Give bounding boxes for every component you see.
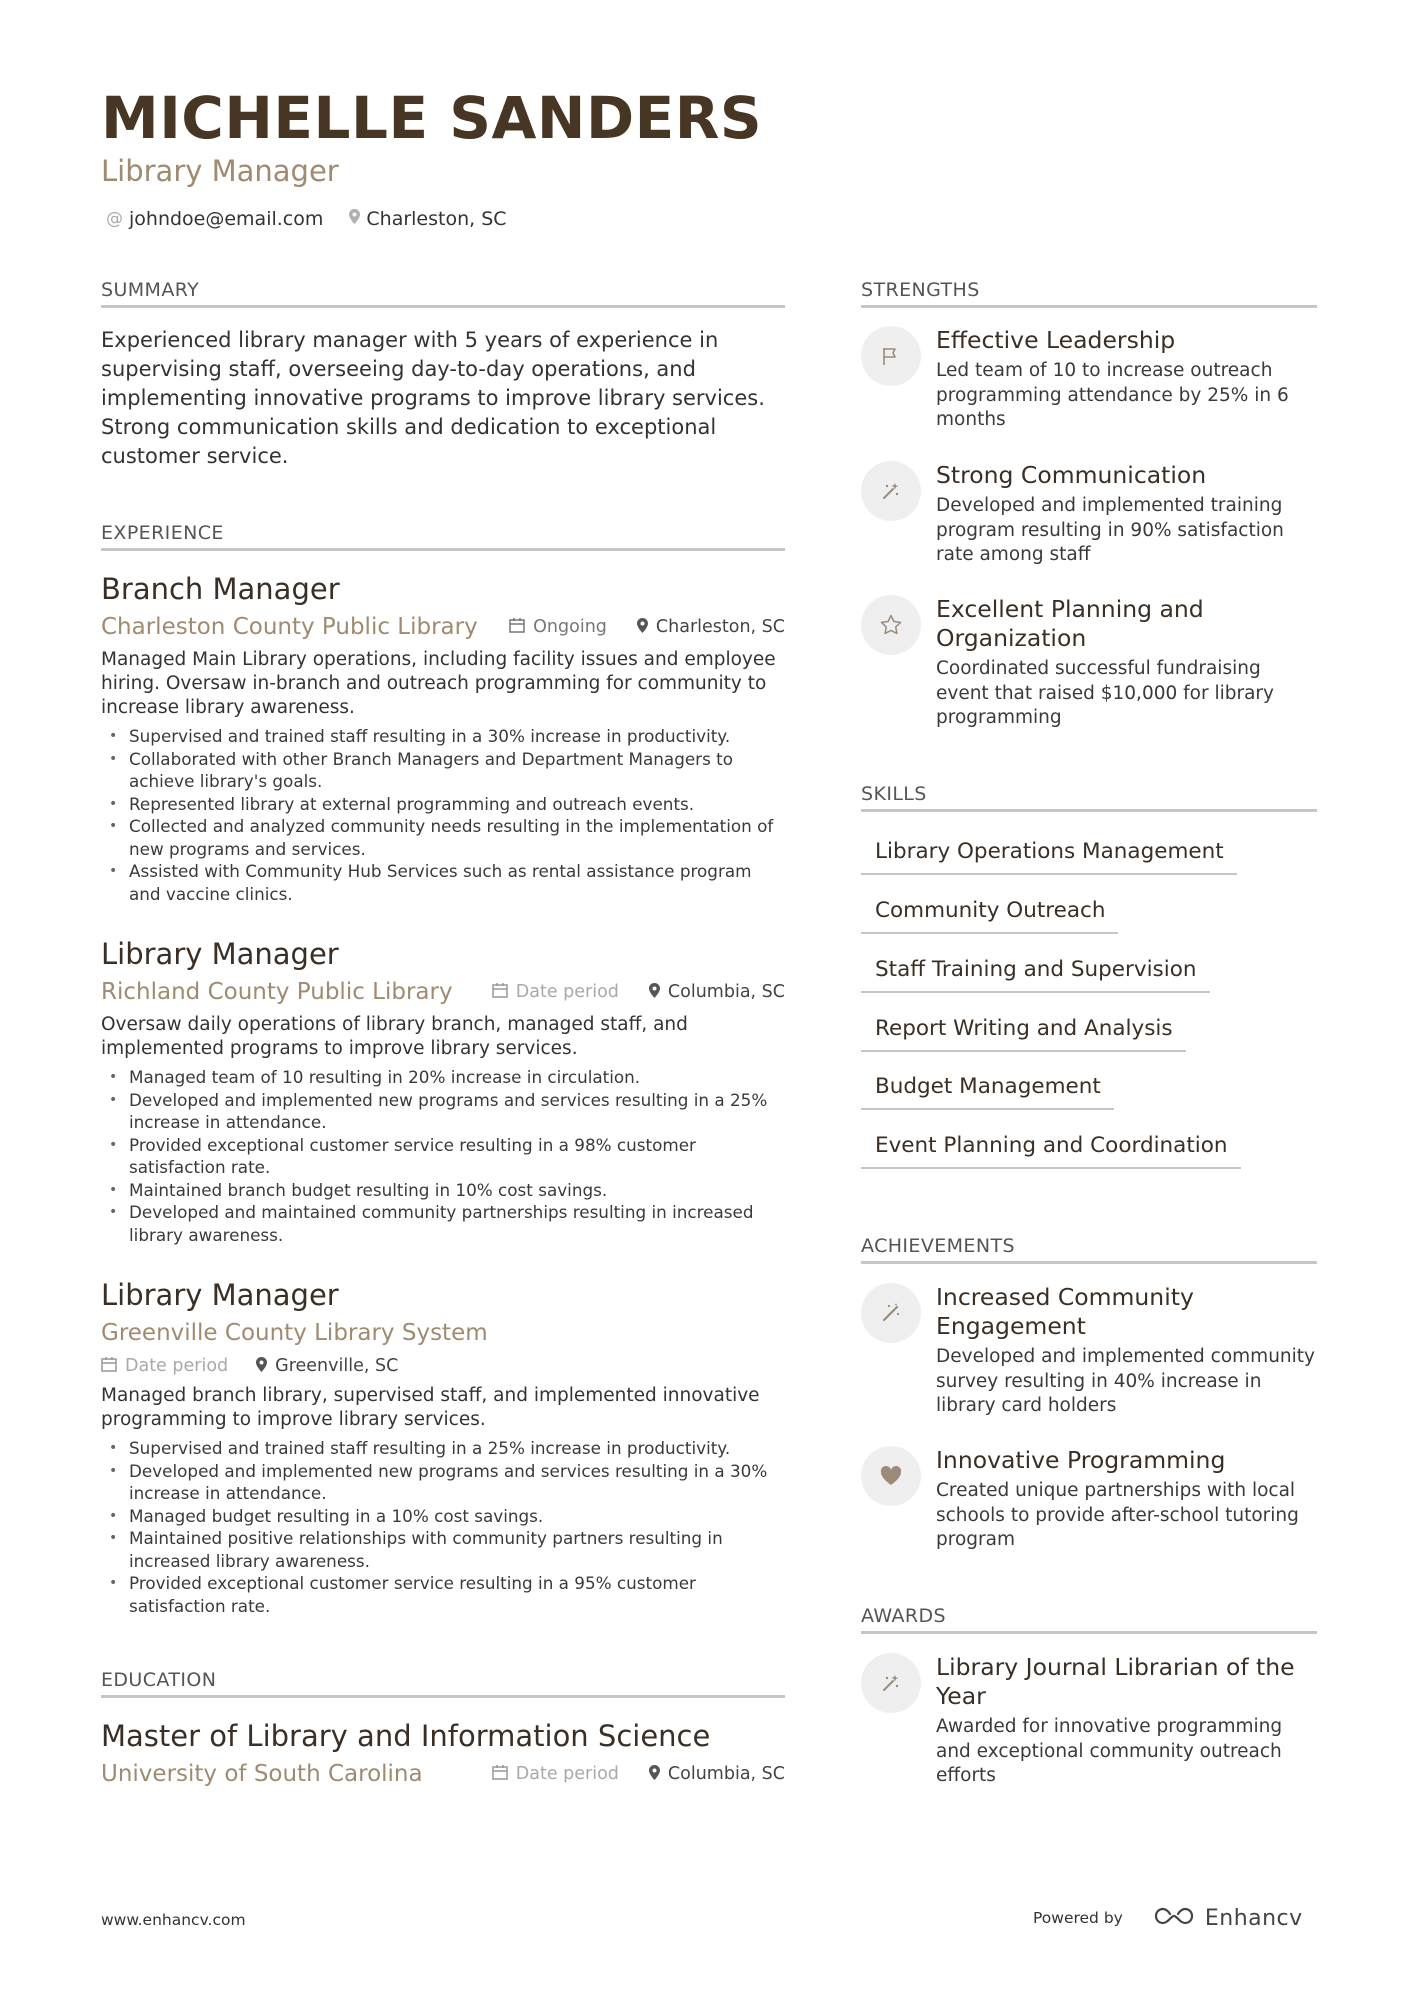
job-meta [492,982,785,1002]
strength-title: Excellent Planning and Organization [936,595,1204,652]
job-date: Date period [125,1356,229,1376]
location-pin-icon [649,983,660,1002]
skill-tag: Community Outreach [861,898,1118,934]
brand-name: Enhancv [1204,1905,1303,1931]
experience-entry-3 [101,1278,785,1617]
location-pin-icon [649,1765,660,1784]
job-date: Ongoing [533,617,607,637]
achievement-item-1 [861,1283,1317,1419]
education-location: Columbia, SC [667,1764,785,1784]
at-icon: @ [106,209,123,229]
list-item: • Assisted with Community Hub Services such as rental assistance program and vaccine clinics. [101,860,785,905]
location-pin-icon [256,1357,267,1376]
strength-item-3 [861,595,1317,731]
education-date: Date period [515,1764,619,1784]
job-bullets [101,1066,785,1246]
education-heading: EDUCATION [101,1669,785,1698]
strength-item-1 [861,326,1317,433]
list-item: • Supervised and trained staff resulting in a 25% increase in productivity. [101,1437,785,1460]
strength-title: Strong Communication [936,461,1207,489]
list-item: • Developed and implemented new programs and services resulting in a 25% increase in attendance. [101,1089,785,1134]
strength-item-2 [861,461,1317,568]
experience-entry-1 [101,572,785,905]
list-item: • Managed team of 10 resulting in 20% increase in circulation. [101,1066,785,1089]
award-item-1 [861,1653,1317,1789]
list-item: • Provided exceptional customer service resulting in a 95% customer satisfaction rate. [101,1572,785,1617]
job-title: Library Manager [101,1278,339,1312]
list-item: • Developed and maintained community partnerships resulting in increased library awareness. [101,1201,785,1246]
company-name: Richland County Public Library [101,979,453,1005]
magic-wand-icon [861,1283,921,1343]
list-item: • Managed budget resulting in a 10% cost savings. [101,1505,785,1528]
experience-entry-2 [101,937,785,1246]
achievement-title: Increased Community Engagement [936,1283,1194,1340]
achievement-description: Created unique partnerships with local schools to provide after-school tutoring program [936,1480,1299,1550]
company-name: Charleston County Public Library [101,614,478,640]
degree-title: Master of Library and Information Science [101,1719,711,1753]
strength-title: Effective Leadership [936,326,1176,354]
strengths-heading: STRENGTHS [861,279,1317,308]
footer-website[interactable]: www.enhancv.com [101,1911,246,1929]
list-item: • Maintained positive relationships with community partners resulting in increased library awareness. [101,1527,785,1572]
summary-text: Experienced library manager with 5 years of experience in supervising staff, overseeing day-to-day operations, and implementing innovative programs to improve library services. Strong communication skills and dedication to exceptional customer service. [101,328,765,468]
awards-heading: AWARDS [861,1605,1317,1634]
wand-icon [861,461,921,521]
achievement-title: Innovative Programming [936,1446,1226,1474]
list-item: • Supervised and trained staff resulting in a 30% increase in productivity. [101,725,785,748]
list-item: • Collaborated with other Branch Managers and Department Managers to achieve library's goals. [101,748,785,793]
summary-heading: SUMMARY [101,279,785,308]
candidate-name: MICHELLE SANDERS [101,84,763,152]
job-bullets [101,1437,785,1617]
list-item: • Represented library at external programming and outreach events. [101,793,785,816]
education-entry [101,1719,785,1787]
star-icon [861,595,921,655]
job-meta [101,1356,785,1376]
footer-powered [1033,1905,1303,1931]
job-location: Columbia, SC [667,982,785,1002]
skills-heading: SKILLS [861,783,1317,812]
list-item: • Developed and implemented new programs and services resulting in a 30% increase in attendance. [101,1460,785,1505]
skill-tag: Library Operations Management [861,839,1237,875]
award-description: Awarded for innovative programming and exceptional community outreach efforts [936,1716,1283,1786]
job-bullets [101,725,785,905]
company-name: Greenville County Library System [101,1320,488,1346]
strength-description: Coordinated successful fundraising event that raised $10,000 for library programming [936,658,1274,728]
education-meta [492,1764,785,1784]
infinity-logo-icon [1151,1905,1197,1931]
skill-tag: Budget Management [861,1074,1114,1110]
school-name: University of South Carolina [101,1761,423,1787]
award-title: Library Journal Librarian of the Year [936,1653,1295,1710]
list-item: • Provided exceptional customer service resulting in a 98% customer satisfaction rate. [101,1134,785,1179]
job-description: Managed branch library, supervised staff, and implemented innovative programming to improve library services. [101,1385,760,1430]
location-pin-icon [637,618,648,637]
job-location: Charleston, SC [655,617,785,637]
job-description: Managed Main Library operations, including facility issues and employee hiring. Oversaw in-branch and outreach programming for community to increase library awareness. [101,649,776,718]
enhancv-logo[interactable] [1151,1905,1303,1931]
skill-tag: Event Planning and Coordination [861,1133,1241,1169]
powered-by-label: Powered by [1033,1909,1123,1927]
strength-description: Led team of 10 to increase outreach programming attendance by 25% in 6 months [936,360,1289,430]
job-title: Library Manager [101,937,339,971]
contact-row [106,208,533,230]
achievement-item-2 [861,1446,1317,1553]
skill-tag: Staff Training and Supervision [861,957,1210,993]
calendar-icon [492,982,508,1002]
flag-icon [861,326,921,386]
achievements-heading: ACHIEVEMENTS [861,1235,1317,1264]
calendar-icon [101,1356,117,1376]
job-title: Branch Manager [101,572,340,606]
job-description: Oversaw daily operations of library branch, managed staff, and implemented programs to improve library services. [101,1014,688,1059]
job-location: Greenville, SC [275,1356,399,1376]
location-text: Charleston, SC [366,208,507,230]
email-text: johndoe@email.com [129,208,324,230]
contact-email[interactable] [106,208,323,230]
candidate-role: Library Manager [101,154,339,188]
wand-icon [861,1653,921,1713]
list-item: • Maintained branch budget resulting in 10% cost savings. [101,1179,785,1202]
job-date: Date period [515,982,619,1002]
skill-tag: Report Writing and Analysis [861,1016,1186,1052]
calendar-icon [509,617,525,637]
calendar-icon [492,1764,508,1784]
location-pin-icon [349,209,360,229]
job-meta [509,617,785,637]
list-item: • Collected and analyzed community needs resulting in the implementation of new programs and services. [101,815,785,860]
experience-heading: EXPERIENCE [101,522,785,551]
contact-location [349,208,506,230]
achievement-description: Developed and implemented community survey resulting in 40% increase in library card holders [936,1346,1315,1416]
heart-icon [861,1446,921,1506]
strength-description: Developed and implemented training program resulting in 90% satisfaction rate among staff [936,495,1284,565]
